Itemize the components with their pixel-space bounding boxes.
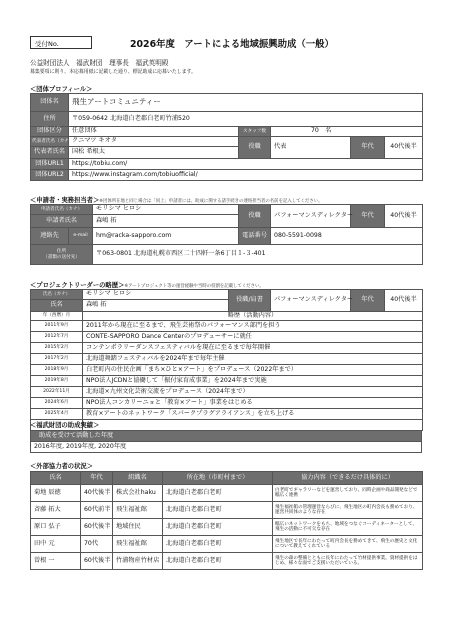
table-row xyxy=(31,485,423,502)
history-text: CONTE-SAPPORO Dance Centerのプロデューサーに就任 xyxy=(83,332,423,343)
applicant-age: 40代後半 xyxy=(385,205,423,228)
history-row xyxy=(31,343,423,354)
url1-label: 団体URL1 xyxy=(31,159,69,170)
rep-role: 代表 xyxy=(271,137,351,159)
partners-col-location: 所在地（市町村まで） xyxy=(163,472,273,485)
partner-name: 曽根 一 xyxy=(31,553,81,570)
rep-name: 国松 希根太 xyxy=(69,147,239,159)
history-text: 白老町内の住民企画「まち×ひと×アート」をプロデュース（2022年まで） xyxy=(83,365,423,376)
receipt-label: 受付No. xyxy=(35,40,59,48)
partner-location: 北海道白老郡白老町 xyxy=(163,536,273,553)
staff-count: 70 xyxy=(311,127,319,135)
leader-age: 40代後半 xyxy=(385,290,423,312)
record-value: 2016年度, 2019年度, 2020年度 xyxy=(31,442,422,453)
staff-unit: 名 xyxy=(325,127,332,135)
history-text: 北海道×九州文化芸術交流をプロデュース（2024年まで） xyxy=(83,387,423,398)
partner-detail: 飛生福祉館の管理運営ならびに、飛生地区の町内会長も務めており、運営共同体のような存在 xyxy=(273,502,423,519)
history-date: 2017年2月 xyxy=(31,354,83,365)
history-row xyxy=(31,409,423,420)
history-date: 2012年7月 xyxy=(31,332,83,343)
history-row xyxy=(31,354,423,365)
org-name-label: 団体名 xyxy=(31,94,69,112)
org-type-label: 団体区分 xyxy=(31,127,69,137)
leader-role-label: 役職/肩書 xyxy=(229,290,271,312)
partner-age: 70代 xyxy=(81,536,113,553)
applicant-table xyxy=(30,204,423,265)
email-label: e-mail xyxy=(69,228,93,245)
partner-location: 北海道白老郡白老町 xyxy=(163,485,273,502)
record-header: 助成を受けて活動した年度 xyxy=(31,431,422,442)
receipt-box xyxy=(30,36,92,49)
partner-org: 地域住民 xyxy=(113,519,163,536)
applicant-section-title xyxy=(30,195,322,204)
partners-table xyxy=(30,471,423,570)
table-row xyxy=(31,553,423,570)
record-section-title: ＜福武財団の助成実績＞ xyxy=(30,422,100,429)
rep-role-label: 役職 xyxy=(239,137,271,159)
rep-kana: クニマツ キオタ xyxy=(69,137,239,147)
staff-count-cell xyxy=(271,127,423,137)
partners-col-age: 年代 xyxy=(81,472,113,485)
applicant-role: パフォーマンスディレクター xyxy=(271,205,351,228)
applicant-note: ※団体所在地と同じ場合は「同上」申請者には、助成に関する諸手続きの連絡担当者の名前を記入してください。 xyxy=(99,199,323,204)
partners-col-detail: 協力内容（できるだけ具体的に） xyxy=(273,472,423,485)
history-date: 2025年4月 xyxy=(31,409,83,420)
history-text: コンテンポラリーダンスフェスティバルを現在に至るまで毎年開催 xyxy=(83,343,423,354)
profile-table xyxy=(30,93,423,181)
partner-name: 原口 弘子 xyxy=(31,519,81,536)
history-date: 2015年2月 xyxy=(31,343,83,354)
table-row xyxy=(31,519,423,536)
contact-label: 連絡先 xyxy=(31,228,69,245)
partner-age: 60代後半 xyxy=(81,519,113,536)
partner-location: 北海道白老郡白老町 xyxy=(163,519,273,536)
partner-age: 60代後半 xyxy=(81,553,113,570)
partner-location: 北海道白老郡白老町 xyxy=(163,553,273,570)
partner-location: 北海道白老郡白老町 xyxy=(163,502,273,519)
history-date: 2024年6月 xyxy=(31,398,83,409)
partner-org: 株式会社haku xyxy=(113,485,163,502)
history-year-header: 年（西暦）月 xyxy=(31,312,83,321)
applicant-name-label: 申請者氏名 xyxy=(31,215,93,228)
partners-col-org: 組織名 xyxy=(113,472,163,485)
partner-detail: 飛生地区で長年にわたって町内会長を務めてきて、飛生の歴史と文化について教えてくれている xyxy=(273,536,423,553)
applicant-kana: モリシマ ヒロシ xyxy=(93,205,239,215)
partner-detail: 幅広いネットワークをもち、地域をつなぐコーディネーターとして、飛生の活動に不可欠な存在 xyxy=(273,519,423,536)
applicant-role-label: 役職 xyxy=(239,205,271,228)
leader-role: パフォーマンスディレクター xyxy=(271,290,351,312)
leader-name-label: 氏名 xyxy=(31,300,83,312)
history-row xyxy=(31,398,423,409)
leader-kana-label: 氏名（カナ） xyxy=(31,290,83,300)
leader-table xyxy=(30,289,423,431)
leader-note: ※アートプロジェクト等の運営経験や当時の役割を記載してください。 xyxy=(124,284,264,289)
history-row xyxy=(31,321,423,332)
history-date: 2011年9月 xyxy=(31,321,83,332)
leader-age-label: 年代 xyxy=(351,290,385,312)
org-line: 公益財団法人 福武財団 理事長 福武英明殿 xyxy=(30,59,169,67)
url2-label: 団体URL2 xyxy=(31,170,69,181)
url1-link[interactable]: https://tobiu.com/ xyxy=(69,159,423,170)
history-text: 2011年から現在に至るまで、飛生芸術祭のパフォーマンス部門を担う xyxy=(83,321,423,332)
phone-value: 080-5591-0098 xyxy=(271,228,423,245)
history-date: 2019年8月 xyxy=(31,376,83,387)
leader-section-label: ＜プロジェクトリーダーの略歴＞ xyxy=(30,282,125,289)
org-address-label: 住所 xyxy=(31,112,69,127)
partner-age: 40代後半 xyxy=(81,485,113,502)
history-row xyxy=(31,376,423,387)
leader-name: 森嶋 拓 xyxy=(83,300,229,312)
applicant-kana-label: 申請者氏名（カナ） xyxy=(31,205,93,215)
partner-org: 竹浦物産竹材店 xyxy=(113,553,163,570)
profile-section-title: ＜団体プロフィール＞ xyxy=(30,86,93,93)
record-table xyxy=(30,430,422,453)
email-value[interactable]: hm@racka-sapporo.com xyxy=(93,228,239,245)
history-row xyxy=(31,332,423,343)
partners-section-title: ＜外部協力者の状況＞ xyxy=(30,463,93,470)
org-type: 任意団体 xyxy=(69,127,239,137)
rep-age-label: 年代 xyxy=(351,137,385,159)
phone-label: 電話番号 xyxy=(239,228,271,245)
rep-age: 40代後半 xyxy=(385,137,423,159)
org-name: 飛生アートコミュニティー xyxy=(69,94,423,112)
instruction-text: 募集要項に則り、本応募用紙に記載した通り、標記助成に応募いたします。 xyxy=(30,69,196,75)
partner-age: 60代前半 xyxy=(81,502,113,519)
applicant-name: 森嶋 拓 xyxy=(93,215,239,228)
history-header: 略歴（活動内容） xyxy=(83,312,423,321)
partner-detail: 飛生の森の整備とともに長年にわたって竹材提供事業。資材提供をはじめ、様々な面でご支援いただいている。 xyxy=(273,553,423,570)
staff-label: スタッフ数 xyxy=(239,127,271,137)
org-address: 〒059-0642 北海道白老郡白老町竹浦520 xyxy=(69,112,423,127)
mail-address: 〒063-0801 北海道札幌市西区二十四軒一条6丁目１-３-401 xyxy=(93,245,423,265)
partners-col-name: 氏名 xyxy=(31,472,81,485)
leader-kana: モリシマ ヒロシ xyxy=(83,290,229,300)
leader-section-title xyxy=(30,280,264,289)
rep-name-label: 代表者氏名 xyxy=(31,147,69,159)
history-row xyxy=(31,387,423,398)
applicant-section-label: ＜申請者・実務担当者＞ xyxy=(30,197,100,204)
partner-name: 菊地 辰徳 xyxy=(31,485,81,502)
history-text: NPO法人JCDNと協働して「振付家育成事業」を2024年まで実施 xyxy=(83,376,423,387)
partner-org: 飛生福祉館 xyxy=(113,536,163,553)
table-row xyxy=(31,502,423,519)
history-text: 北海道舞踏フェスティバルを2024年まで毎年主催 xyxy=(83,354,423,365)
table-row xyxy=(31,536,423,553)
partner-detail: 白老町でギャラリーなどを運営しており、同時企画や商品開発などで幅広く連携 xyxy=(273,485,423,502)
page-title: 2026年度 アートによる地域振興助成（一般） xyxy=(130,39,334,50)
rep-kana-label: 代表者氏名（カナ） xyxy=(31,137,69,147)
history-date: 2022年11月 xyxy=(31,387,83,398)
history-date: 2018年9月 xyxy=(31,365,83,376)
url2-link[interactable]: https://www.instagram.com/tobiuofficial/ xyxy=(69,170,423,181)
applicant-age-label: 年代 xyxy=(351,205,385,228)
partner-name: 田中 元 xyxy=(31,536,81,553)
history-text: NPO法人コンカリーニョと「教育×アート」事業をはじめる xyxy=(83,398,423,409)
partner-org: 飛生福祉館 xyxy=(113,502,163,519)
mail-address-label: 住所 （書類の送付先） xyxy=(31,245,93,265)
partner-name: 斉藤 拓大 xyxy=(31,502,81,519)
history-text: 教育×アートのネットワーク「スパークプラグアライアンス」を立ち上げる xyxy=(83,409,423,420)
history-row xyxy=(31,365,423,376)
history-text xyxy=(83,420,423,431)
